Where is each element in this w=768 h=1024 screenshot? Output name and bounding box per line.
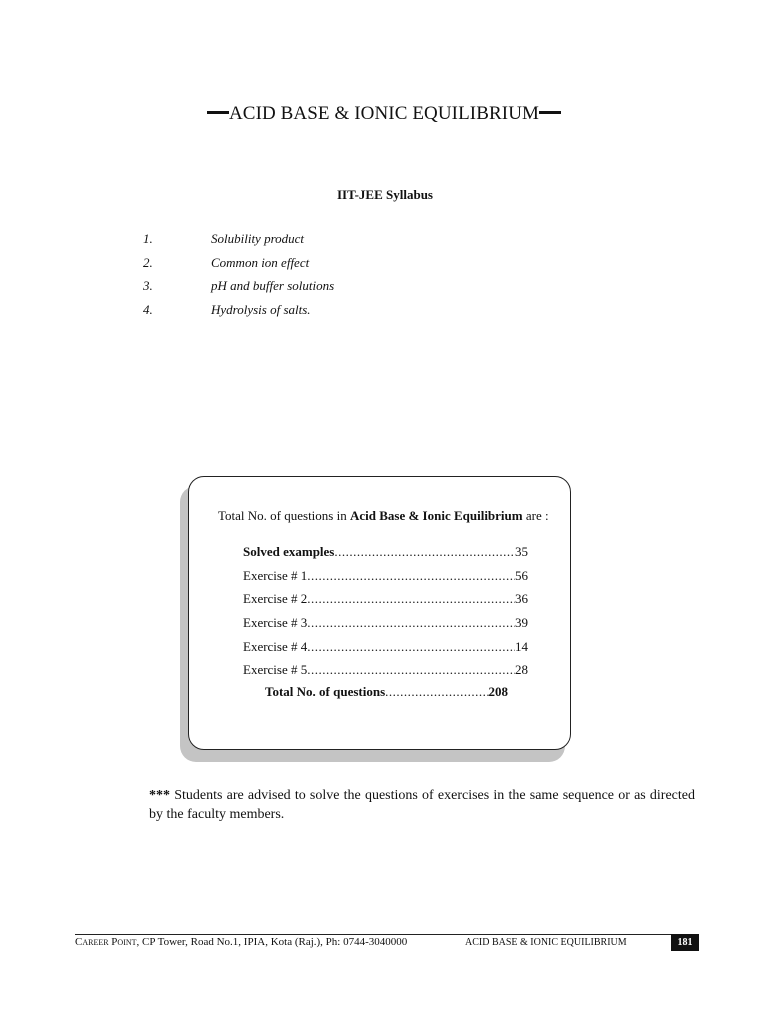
title-dash-right [539,111,561,114]
leader-dots [307,567,515,591]
syllabus-item-number: 3. [143,278,153,293]
question-count-label: Exercise # 5 [243,662,308,678]
footer-rule [75,934,699,935]
summary-intro [218,508,549,524]
page-number: 181 [671,934,699,951]
question-count-row [243,661,528,685]
leader-dots [385,684,488,700]
question-count-label: Exercise # 2 [243,591,308,607]
question-count-value: 14 [515,638,528,654]
question-count-value: 39 [515,615,528,631]
summary-box [188,476,571,750]
leader-dots [307,638,515,662]
syllabus-item-text: Common ion effect [211,254,310,270]
leader-dots [307,614,515,638]
page-title [0,103,768,125]
question-count-row [243,567,528,591]
title-dash-left [207,111,229,114]
summary-intro-suffix: are : [522,508,549,523]
question-count-row [243,614,528,638]
leader-dots [307,590,515,614]
question-count-list [243,543,528,685]
note-text: Students are advised to solve the questions of exercises in the same sequence or as directed by the faculty members. [149,788,695,822]
syllabus-list [143,230,463,324]
question-count-label: Exercise # 3 [243,615,308,631]
leader-dots [307,661,515,685]
syllabus-item-text: pH and buffer solutions [211,278,335,293]
summary-intro-chapter: Acid Base & Ionic Equilibrium [349,508,523,523]
syllabus-item [143,301,463,325]
question-count-label: Exercise # 1 [243,567,308,583]
total-questions-value: 208 [488,684,508,699]
syllabus-item-number: 2. [143,254,153,270]
question-count-row [243,590,528,614]
total-questions-label: Total No. of questions [265,684,386,699]
syllabus-item-number: 4. [143,301,153,317]
leader-dots [334,543,515,567]
note-stars: *** [149,788,170,803]
syllabus-item [143,277,463,301]
syllabus-item-text: Hydrolysis of salts. [211,301,311,317]
question-count-value: 28 [515,662,528,678]
syllabus-item [143,254,463,278]
syllabus-heading: IIT-JEE Syllabus [337,187,433,202]
syllabus-item-text: Solubility product [211,231,305,246]
syllabus-item [143,230,463,254]
question-count-value: 36 [515,591,528,607]
page-title-text: ACID BASE & IONIC EQUILIBRIUM [228,103,540,124]
question-count-row [243,638,528,662]
footer-brand: Career Point, [75,936,140,948]
summary-intro-prefix: Total No. of questions in [218,508,350,523]
syllabus-item-number: 1. [143,231,153,246]
footer-publisher [75,936,407,948]
question-count-label: Solved examples [243,544,335,559]
footer-chapter: ACID BASE & IONIC EQUILIBRIUM [465,937,627,948]
advisory-note [149,786,695,824]
footer-address: CP Tower, Road No.1, IPIA, Kota (Raj.), Ph: 0744-3040000 [139,936,408,948]
total-questions-row [265,684,508,700]
question-count-value: 56 [515,567,528,583]
question-count-row [243,543,528,567]
question-count-label: Exercise # 4 [243,638,308,654]
question-count-value: 35 [515,544,528,559]
